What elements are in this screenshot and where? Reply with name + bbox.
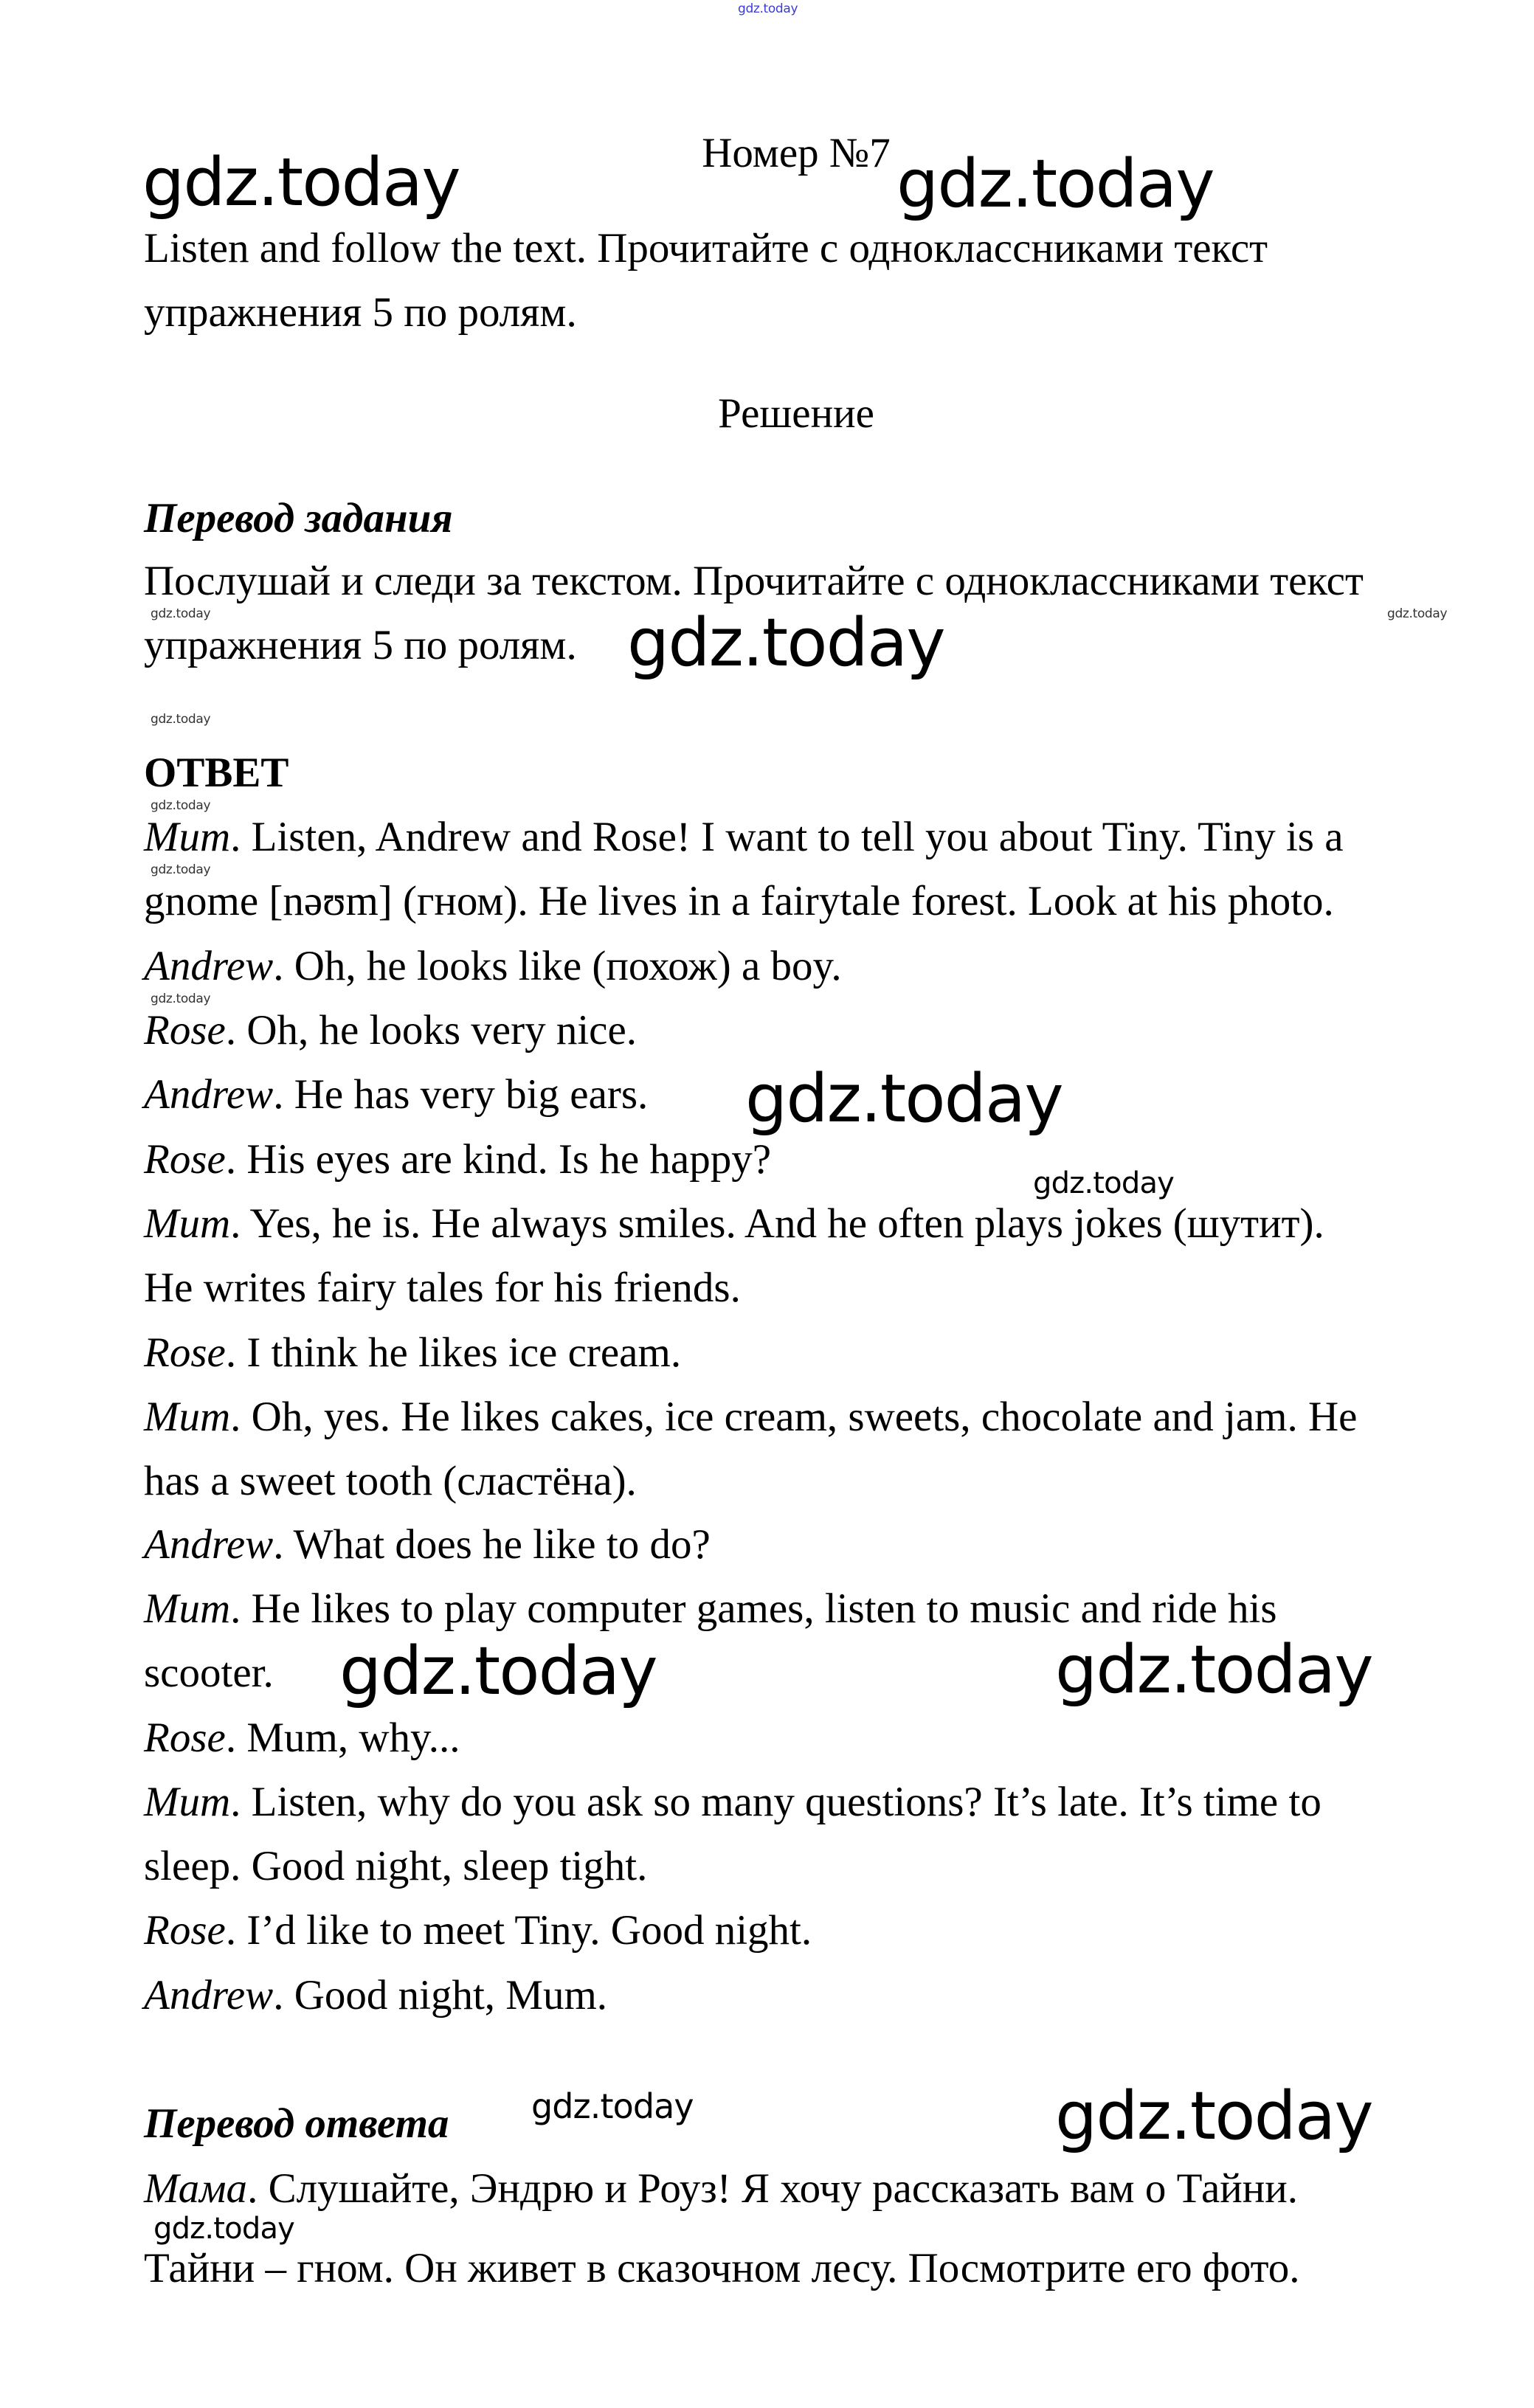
line-text: . I’d like to meet Tiny. Good night.	[225, 1907, 812, 1954]
dialogue-line	[144, 1780, 1321, 1824]
line-text: has a sweet tooth (сластёна).	[144, 1458, 637, 1504]
line-text: . What does he like to do?	[273, 1521, 711, 1568]
watermark: gdz.today	[738, 1, 798, 16]
speaker: Mum	[144, 1779, 231, 1825]
speaker: Andrew	[144, 1071, 274, 1118]
watermark: gdz.today	[1055, 1631, 1372, 1709]
dialogue-line	[144, 1651, 274, 1695]
dialogue-line	[144, 2167, 1298, 2211]
watermark: gdz.today	[1055, 2077, 1372, 2155]
watermark: gdz.today	[153, 2212, 295, 2246]
speaker: Rose	[144, 1136, 226, 1183]
dialogue-line	[144, 1909, 812, 1953]
task-text: Listen and follow the text. Прочитайте с одноклассниками текст	[144, 225, 1268, 271]
dialogue-line	[144, 1008, 637, 1053]
line-text: sleep. Good night, sleep tight.	[144, 1843, 648, 1889]
dialogue-line	[144, 1266, 741, 1310]
line-text: . I think he likes ice cream.	[225, 1329, 682, 1376]
watermark: gdz.today	[896, 145, 1214, 223]
watermark: gdz.today	[1033, 1166, 1175, 1200]
task-translation-text: Послушай и следи за текстом. Прочитайте с одноклассниками текст	[144, 558, 1364, 604]
line-text: . Oh, yes. He likes cakes, ice cream, sweets, chocolate and jam. He	[230, 1394, 1358, 1440]
watermark: gdz.today	[151, 712, 211, 727]
line-text: scooter.	[144, 1650, 274, 1696]
watermark: gdz.today	[531, 2086, 694, 2126]
dialogue-line	[144, 1973, 607, 2018]
watermark: gdz.today	[151, 798, 211, 813]
solution-label: Решение	[718, 390, 874, 437]
speaker: Andrew	[144, 943, 274, 989]
task-text: упражнения 5 по ролям.	[144, 289, 577, 336]
dialogue-line	[144, 2246, 1300, 2291]
watermark: gdz.today	[142, 144, 460, 221]
line-text: . Oh, he looks very nice.	[225, 1007, 638, 1054]
dialogue-line	[144, 1844, 647, 1889]
watermark: gdz.today	[745, 1060, 1063, 1138]
watermark: gdz.today	[151, 862, 211, 877]
line-text: . Yes, he is. He always smiles. And he often plays jokes (шутит).	[230, 1200, 1324, 1247]
line-text: . His eyes are kind. Is he happy?	[225, 1136, 772, 1183]
answer-translation-heading: Перевод ответа	[144, 2100, 449, 2147]
speaker: Mum	[144, 1200, 231, 1247]
line-text: . Good night, Mum.	[273, 1972, 608, 2018]
watermark: gdz.today	[627, 604, 944, 682]
watermark: gdz.today	[339, 1633, 657, 1710]
dialogue-line	[144, 1073, 648, 1117]
dialogue-line	[144, 1138, 771, 1182]
task-translation-text: упражнения 5 по ролям.	[144, 622, 577, 668]
speaker: Rose	[144, 1907, 226, 1954]
line-text: gnome [nəʊm] (гном). He lives in a fairytale forest. Look at his photo.	[144, 878, 1334, 924]
dialogue-line	[144, 879, 1334, 924]
speaker: Mum	[144, 814, 231, 860]
dialogue-line	[144, 1523, 711, 1567]
watermark: gdz.today	[151, 606, 211, 621]
dialogue-line	[144, 1202, 1324, 1246]
line-text: He writes fairy tales for his friends.	[144, 1264, 741, 1311]
line-text: . Oh, he looks like (похож) a boy.	[273, 943, 842, 989]
watermark: gdz.today	[1387, 606, 1448, 621]
dialogue-line	[144, 815, 1344, 859]
line-text: Тайни – гном. Он живет в сказочном лесу. Посмотрите его фото.	[144, 2245, 1300, 2291]
speaker: Rose	[144, 1715, 226, 1761]
answer-heading: ОТВЕТ	[144, 750, 289, 796]
speaker: Mum	[144, 1585, 231, 1632]
line-text: . Listen, Andrew and Rose! I want to tell you about Tiny. Tiny is a	[230, 814, 1344, 860]
line-text: . Listen, why do you ask so many questions? It’s late. It’s time to	[230, 1779, 1321, 1825]
dialogue-line	[144, 944, 842, 989]
watermark: gdz.today	[151, 992, 211, 1006]
line-text: . Mum, why...	[225, 1715, 460, 1761]
dialogue-line	[144, 1587, 1277, 1631]
speaker: Andrew	[144, 1972, 274, 2018]
line-text: . Слушайте, Эндрю и Роуз! Я хочу рассказать вам о Тайни.	[247, 2165, 1299, 2212]
dialogue-line	[144, 1331, 681, 1375]
line-text: . He likes to play computer games, listen to music and ride his	[230, 1585, 1277, 1632]
speaker: Mum	[144, 1394, 231, 1440]
dialogue-line	[144, 1459, 637, 1504]
speaker: Rose	[144, 1329, 226, 1376]
dialogue-line	[144, 1716, 460, 1760]
line-text: . He has very big ears.	[273, 1071, 649, 1118]
dialogue-line	[144, 1395, 1357, 1439]
task-translation-heading: Перевод задания	[144, 495, 453, 542]
speaker: Мама	[144, 2165, 248, 2212]
speaker: Andrew	[144, 1521, 274, 1568]
page-title: Номер №7	[702, 130, 891, 176]
speaker: Rose	[144, 1007, 226, 1054]
